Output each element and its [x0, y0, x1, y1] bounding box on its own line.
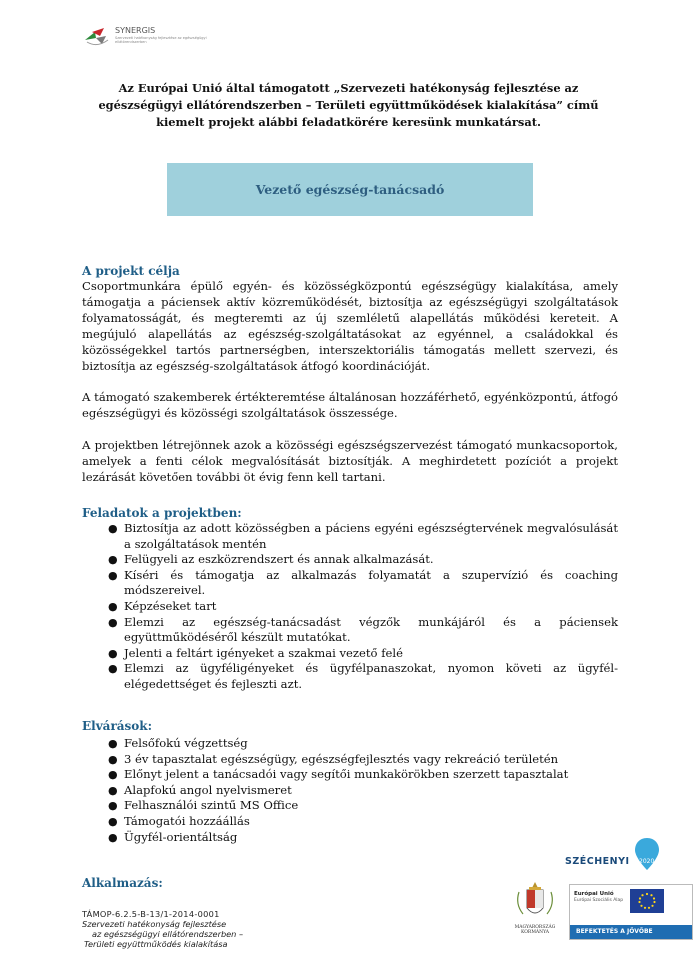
synergis-logo-icon	[82, 22, 112, 52]
list-item: ● Felhasználói szintű MS Office	[108, 798, 299, 813]
bullet-icon: ●	[108, 553, 118, 567]
list-item: ● Támogatói hozzáállás	[108, 813, 250, 828]
logo-org-subtitle: Szervezeti hatékonyság fejlesztése az egészségügyi ellátórendszerben	[115, 36, 207, 45]
list-item: ● Előnyt jelent a tanácsadói vagy segítői munkakörökben szerzett tapasztalat	[108, 767, 569, 782]
eu-funding-logos	[497, 880, 692, 940]
list-item: ● Felügyeli az eszközrendszert és annak alkalmazását.	[108, 552, 434, 567]
goal-heading: A projekt célja	[82, 264, 180, 278]
list-item: ● Felsőfokú végzettség	[108, 736, 248, 750]
szechenyi-label: SZÉCHENYI	[565, 856, 630, 867]
crest-label: MAGYARORSZÁG KORMÁNYA	[514, 925, 556, 935]
goal-paragraph-2: A támogató szakemberek értékteremtése általánosan hozzáférhető, egyénközpontú, átfogó egészségügyi és közösségi szolgáltatások összessége.	[82, 390, 618, 420]
map-pin-icon	[633, 836, 661, 872]
eu-title: Európai Unió	[574, 891, 614, 897]
eu-panel	[569, 884, 693, 940]
list-item: ● Kíséri és támogatja az alkalmazás folyamatát a szupervízió és coaching módszereivel.	[108, 567, 618, 598]
hungarian-crest-icon	[505, 880, 565, 924]
footer-line-1: Szervezeti hatékonyság fejlesztése	[82, 919, 227, 929]
goal-paragraph-1: Csoportmunkára épülő egyén- és közösségközpontú egészségügy kialakítása, amely támogatja a páciensek aktív közreműködését, biztosítja az egészségügyi szolgáltatások folyamatosságát, és megteremti az új szemléletű alapellátás működési kereteit. A megújuló alapellátás az egészség-szolgáltatásokat az egyénnel, a családokkal és közösségekkel tartós partnerségben, interszektoriális támogatás mellett szervezi, és biztosítja az egészség-szolgáltatások átfogó koordinációját.	[82, 279, 618, 373]
list-item: ● Ügyfél-orientáltság	[108, 829, 238, 844]
tasks-list	[108, 521, 618, 693]
list-item: ● Elemzi az ügyféligényeket és ügyfélpanaszokat, nyomon követi az ügyfél-elégedettséget és fejleszti azt.	[108, 661, 618, 691]
synergis-logo	[82, 22, 212, 56]
list-item: ● 3 év tapasztalat egészségügy, egészségfejlesztés vagy rekreáció területén	[108, 751, 559, 766]
szechenyi-year: 2020	[639, 858, 655, 865]
list-item: ● Elemzi az egészség-tanácsadást végzők munkájáról és a páciensek együttműködéséről készült mutatókat.	[108, 614, 618, 645]
bullet-icon: ●	[108, 737, 118, 750]
bullet-icon: ●	[108, 662, 118, 676]
goal-paragraph-3: A projektben létrejönnek azok a közösségi egészségszervezést támogató munkacsoportok, amelyek a fenti célok megvalósítását biztosítják. A meghirdetett pozíciót a projekt lezárását követően további öt évig fenn kell tartani.	[82, 438, 618, 484]
footer-line-2: az egészségügyi ellátórendszerben –	[92, 929, 244, 939]
bullet-icon: ●	[108, 783, 118, 797]
intro-text: Az Európai Unió által támogatott „Szervezeti hatékonyság fejlesztése az egészségügyi ellátórendszerben – Területi együttműködések kialakítása” című kiemelt projekt alábbi feladatkörére keresünk munkatársat.	[98, 81, 599, 129]
bullet-icon: ●	[108, 752, 118, 766]
bullet-icon: ●	[108, 814, 118, 828]
requirements-heading: Elvárások:	[82, 719, 153, 733]
logo-org-name: SYNERGIS	[115, 26, 156, 35]
position-title: Vezető egészség-tanácsadó	[255, 182, 445, 197]
apply-heading: Alkalmazás:	[82, 876, 163, 890]
footer-code: TÁMOP-6.2.5-B-13/1-2014-0001	[82, 909, 220, 919]
bullet-icon: ●	[108, 799, 118, 813]
list-item: ● Biztosítja az adott közösségben a páciens egyéni egészségtervének megvalósulását a szolgáltatások mentén	[108, 521, 618, 551]
eu-slogan-bar	[570, 925, 692, 939]
bullet-icon: ●	[108, 599, 118, 613]
list-item: ● Jelenti a feltárt igényeket a szakmai vezető felé	[108, 645, 403, 660]
eu-flag-icon	[630, 889, 664, 913]
tasks-heading: Feladatok a projektben:	[82, 506, 242, 520]
bullet-icon: ●	[108, 568, 118, 582]
position-title-box	[167, 163, 533, 216]
footer-project-code	[82, 909, 322, 949]
eu-slogan: BEFEKTETÉS A JÖVŐBE	[576, 928, 653, 935]
eu-subtitle: Európai Szociális Alap	[574, 898, 624, 903]
bullet-icon: ●	[108, 615, 118, 629]
bullet-icon: ●	[108, 830, 118, 844]
footer-line-3: Területi együttműködés kialakítása	[84, 939, 228, 949]
list-item: ● Alapfokú angol nyelvismeret	[108, 782, 292, 797]
list-item: ● Képzéseket tart	[108, 598, 217, 613]
bullet-icon: ●	[108, 522, 118, 535]
requirements-list	[108, 736, 618, 845]
bullet-icon: ●	[108, 768, 118, 782]
bullet-icon: ●	[108, 646, 118, 660]
